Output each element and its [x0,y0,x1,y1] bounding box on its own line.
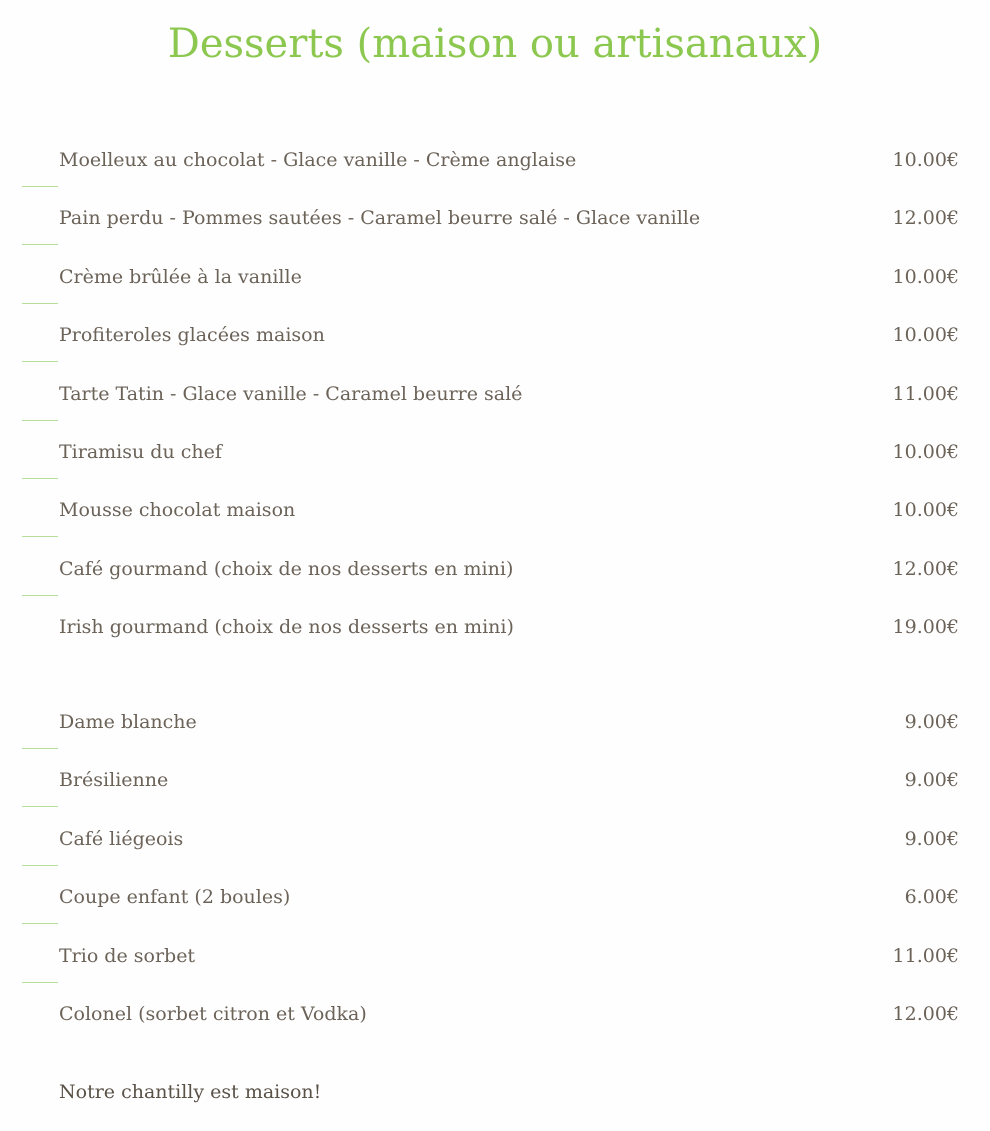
menu-item-price: 10.00€ [892,441,959,463]
menu-item-name: Mousse chocolat maison [59,499,296,522]
item-divider [22,806,58,807]
menu-item-price: 12.00€ [892,207,959,230]
item-divider [22,420,58,421]
menu-item-name: Tarte Tatin - Glace vanille - Caramel beurre salé [59,382,523,405]
menu-item-price: 12.00€ [892,1003,959,1025]
menu-item-name: Pain perdu - Pommes sautées - Caramel beurre salé - Glace vanille [59,207,701,230]
menu-item [0,882,990,912]
menu-item-name: Trio de sorbet [59,944,196,967]
menu-item-name: Colonel (sorbet citron et Vodka) [59,1003,367,1025]
menu-item [0,262,990,292]
menu-item-price: 9.00€ [904,769,959,792]
menu-item-name: Coupe enfant (2 boules) [59,886,291,909]
item-divider [22,478,58,479]
menu-item-name: Brésilienne [59,769,169,792]
menu-item [0,437,990,467]
menu-item [0,765,990,795]
item-divider [22,865,58,866]
menu-item [0,824,990,854]
menu-item-price: 11.00€ [892,382,959,405]
menu-item-name: Tiramisu du chef [59,441,222,463]
item-divider [22,923,58,924]
item-divider [22,982,58,983]
item-divider [22,536,58,537]
menu-item-price: 10.00€ [892,149,959,171]
menu-item-price: 10.00€ [892,265,959,288]
menu-item-price: 10.00€ [892,324,959,347]
menu-item-name: Dame blanche [59,711,197,733]
item-divider [22,748,58,749]
menu-item-price: 12.00€ [892,557,959,580]
menu-item-price: 11.00€ [892,944,959,967]
item-divider [22,361,58,362]
menu-item-price: 9.00€ [904,711,959,733]
menu-item-price: 9.00€ [904,827,959,850]
menu-item [0,612,990,642]
item-divider [22,186,58,187]
menu-item-name: Profiteroles glacées maison [59,324,325,347]
menu-item [0,999,990,1029]
item-divider [22,303,58,304]
menu-item [0,379,990,409]
menu-item-price: 6.00€ [904,886,959,909]
menu-item-name: Irish gourmand (choix de nos desserts en mini) [59,616,514,639]
item-divider [22,244,58,245]
menu-item [0,145,990,175]
menu-item-price: 19.00€ [892,616,959,639]
menu-item [0,707,990,737]
page-title: Desserts (maison ou artisanaux) [167,21,823,67]
menu-item-name: Café gourmand (choix de nos desserts en mini) [59,557,514,580]
menu-item-name: Café liégeois [59,827,184,850]
item-divider [22,595,58,596]
menu-item-name: Moelleux au chocolat - Glace vanille - Crème anglaise [59,149,577,171]
chantilly-note: Notre chantilly est maison! [59,1081,322,1103]
menu-item [0,554,990,584]
menu-item [0,941,990,971]
menu-item-price: 10.00€ [892,499,959,522]
menu-item [0,203,990,233]
menu-item-name: Crème brûlée à la vanille [59,265,302,288]
menu-item [0,320,990,350]
menu-item [0,495,990,525]
